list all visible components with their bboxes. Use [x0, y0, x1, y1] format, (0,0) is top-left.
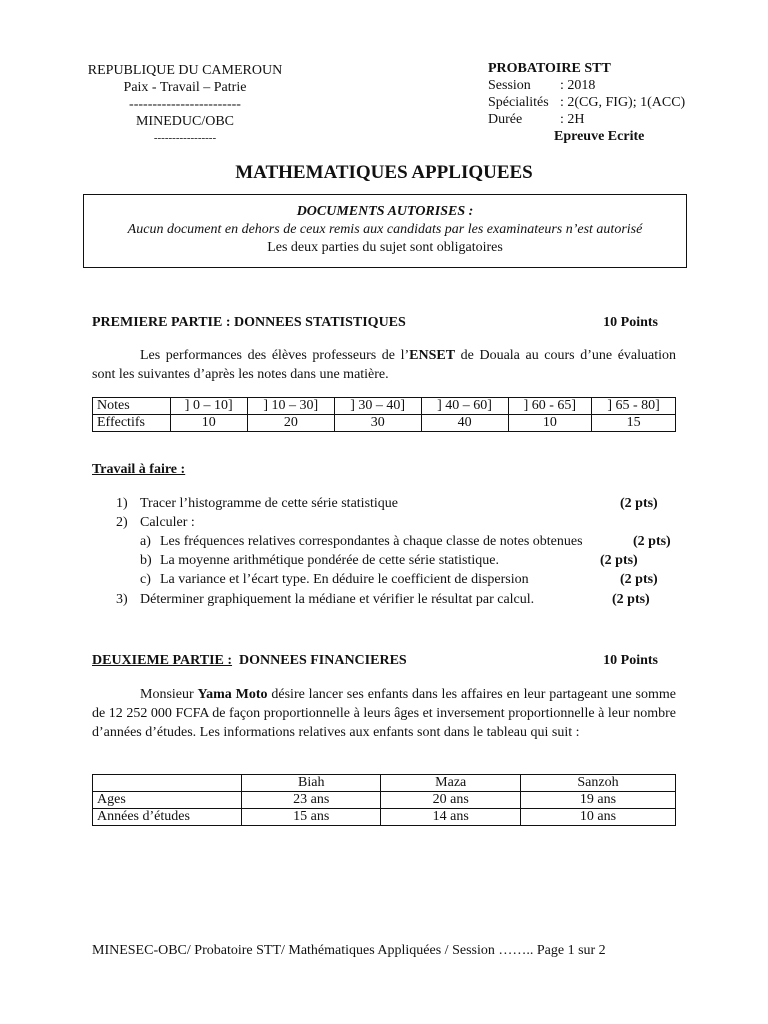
- table-cell: Années d’études: [93, 809, 242, 826]
- session-value: : 2018: [560, 78, 596, 93]
- table-cell: ] 65 - 80]: [592, 398, 676, 415]
- exam-title: PROBATOIRE STT: [488, 61, 611, 76]
- table-cell: 20 ans: [381, 792, 520, 809]
- notice-text: Les deux parties du sujet sont obligatoires: [267, 240, 503, 255]
- table-cell: 10: [508, 415, 592, 432]
- children-table: [92, 774, 676, 826]
- table-cell: ] 30 – 40]: [334, 398, 421, 415]
- ministry: MINEDUC/OBC: [135, 114, 234, 129]
- part2-intro: Monsieur Yama Moto désire lancer ses enfants dans les affaires en leur partageant une somme de 12 252 000 FCFA de façon proportionnelle à leurs âges et inversement proportionnelle à leur nombre d’années d’études. Les informations relatives aux enfants sont dans le tableau qui suit :: [92, 687, 676, 740]
- specialites-label: Spécialités: [488, 95, 549, 110]
- table-cell: Notes: [93, 398, 171, 415]
- duree-label: Durée: [488, 112, 523, 127]
- table-cell: 30: [334, 415, 421, 432]
- part2-subtitle: DONNEES FINANCIERES: [239, 653, 407, 668]
- part1-heading: [92, 315, 658, 331]
- duree-value: : 2H: [560, 112, 585, 127]
- table-cell: Biah: [242, 775, 381, 792]
- part2-title: DEUXIEME PARTIE :: [92, 653, 233, 668]
- table-cell: 20: [247, 415, 334, 432]
- header-left: [70, 62, 300, 147]
- notice-heading: DOCUMENTS AUTORISES :: [296, 204, 474, 219]
- table-row: [93, 792, 676, 809]
- table-row: [93, 775, 676, 792]
- table-row: [93, 809, 676, 826]
- part1-intro: Les performances des élèves professeurs de l’ENSET de Douala au cours d’une évaluation sont les suivantes d’après les notes dans une matière.: [92, 348, 676, 382]
- page-footer: MINESEC-OBC/ Probatoire STT/ Mathématiques Appliquées / Session …….. Page 1 sur 2: [92, 943, 606, 958]
- table-cell: 19 ans: [520, 792, 675, 809]
- travail-heading: Travail à faire :: [92, 462, 186, 477]
- header-right: [488, 60, 728, 145]
- table-cell: 10 ans: [520, 809, 675, 826]
- notice-box: [83, 194, 687, 268]
- part1-title: PREMIERE PARTIE : DONNEES STATISTIQUES: [92, 315, 406, 330]
- table-cell: Maza: [381, 775, 520, 792]
- table-cell: 15 ans: [242, 809, 381, 826]
- notice-text: Aucun document en dehors de ceux remis aux candidats par les examinateurs n’est autorisé: [127, 222, 643, 237]
- table-cell: 10: [170, 415, 247, 432]
- table-cell: ] 10 – 30]: [247, 398, 334, 415]
- table-cell: 15: [592, 415, 676, 432]
- table-cell: Sanzoh: [520, 775, 675, 792]
- table-cell: ] 0 – 10]: [170, 398, 247, 415]
- table-row: [93, 415, 676, 432]
- part2-points: 10 Points: [603, 653, 658, 668]
- session-label: Session: [488, 78, 531, 93]
- table-row: [93, 398, 676, 415]
- part2-heading: [92, 653, 658, 669]
- table-cell: 14 ans: [381, 809, 520, 826]
- epreuve-type: Epreuve Ecrite: [554, 129, 645, 144]
- separator: ------------------------: [129, 97, 241, 112]
- specialites-value: : 2(CG, FIG); 1(ACC): [560, 95, 686, 110]
- table-cell: Effectifs: [93, 415, 171, 432]
- page-title: MATHEMATIQUES APPLIQUEES: [235, 162, 533, 183]
- part1-points: 10 Points: [603, 315, 658, 330]
- country-name: REPUBLIQUE DU CAMEROUN: [87, 63, 283, 78]
- table-cell: 40: [421, 415, 508, 432]
- notes-table: [92, 397, 676, 432]
- table-cell: 23 ans: [242, 792, 381, 809]
- motto: Paix - Travail – Patrie: [123, 80, 247, 95]
- table-cell: ] 40 – 60]: [421, 398, 508, 415]
- table-cell: [93, 775, 242, 792]
- separator: -----------------: [153, 132, 217, 144]
- table-cell: Ages: [93, 792, 242, 809]
- table-cell: ] 60 - 65]: [508, 398, 592, 415]
